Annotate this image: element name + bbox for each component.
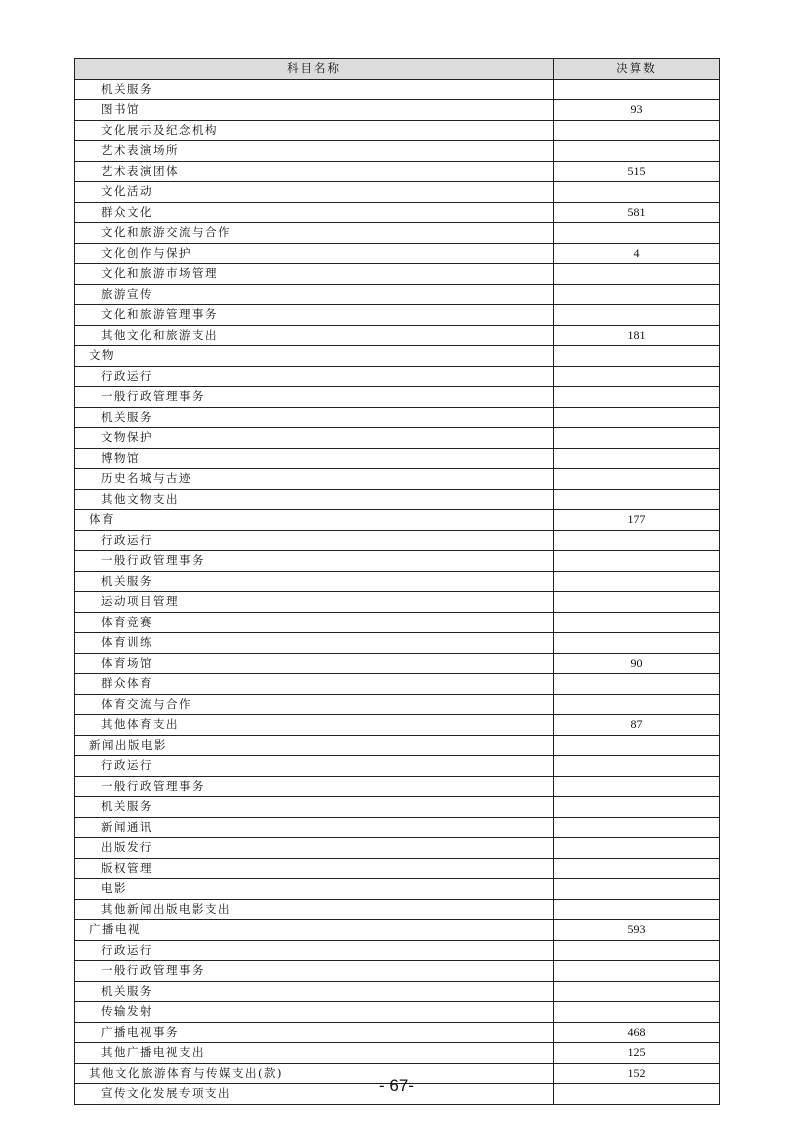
final-amount-cell: [554, 961, 720, 982]
final-amount-cell: [554, 1002, 720, 1023]
subject-name-cell: 图书馆: [75, 100, 554, 121]
table-row: [75, 428, 720, 449]
subject-name-cell: 群众体育: [75, 674, 554, 695]
table-row: [75, 469, 720, 490]
budget-table: [74, 58, 720, 1105]
table-row: [75, 879, 720, 900]
subject-name-cell: 其他文化和旅游支出: [75, 325, 554, 346]
subject-name-cell: 群众文化: [75, 202, 554, 223]
final-amount-cell: [554, 817, 720, 838]
final-amount-cell: [554, 428, 720, 449]
subject-name-cell: 机关服务: [75, 79, 554, 100]
final-amount-cell: [554, 141, 720, 162]
subject-name-cell: 博物馆: [75, 448, 554, 469]
table-row: [75, 571, 720, 592]
final-amount-cell: [554, 366, 720, 387]
header-subject-name: 科目名称: [75, 59, 554, 80]
subject-name-cell: 旅游宣传: [75, 284, 554, 305]
final-amount-cell: 515: [554, 161, 720, 182]
final-amount-cell: [554, 633, 720, 654]
subject-name-cell: 机关服务: [75, 981, 554, 1002]
final-amount-cell: 177: [554, 510, 720, 531]
subject-name-cell: 文化展示及纪念机构: [75, 120, 554, 141]
subject-name-cell: 一般行政管理事务: [75, 387, 554, 408]
subject-name-cell: 其他体育支出: [75, 715, 554, 736]
subject-name-cell: 行政运行: [75, 940, 554, 961]
final-amount-cell: [554, 879, 720, 900]
table-row: [75, 448, 720, 469]
table-row: [75, 981, 720, 1002]
subject-name-cell: 传输发射: [75, 1002, 554, 1023]
subject-name-cell: 行政运行: [75, 530, 554, 551]
table-row: [75, 612, 720, 633]
final-amount-cell: [554, 735, 720, 756]
subject-name-cell: 出版发行: [75, 838, 554, 859]
subject-name-cell: 体育竞赛: [75, 612, 554, 633]
subject-name-cell: 运动项目管理: [75, 592, 554, 613]
table-row: [75, 961, 720, 982]
subject-name-cell: 广播电视事务: [75, 1022, 554, 1043]
table-row: [75, 489, 720, 510]
final-amount-cell: [554, 674, 720, 695]
subject-name-cell: 机关服务: [75, 407, 554, 428]
final-amount-cell: 4: [554, 243, 720, 264]
table-row: [75, 120, 720, 141]
table-row: [75, 817, 720, 838]
table-row: [75, 633, 720, 654]
final-amount-cell: [554, 530, 720, 551]
subject-name-cell: 其他新闻出版电影支出: [75, 899, 554, 920]
page-number: - 67-: [379, 1076, 414, 1095]
table-row: [75, 346, 720, 367]
final-amount-cell: 468: [554, 1022, 720, 1043]
subject-name-cell: 文化和旅游市场管理: [75, 264, 554, 285]
subject-name-cell: 其他文化旅游体育与传媒支出(款): [75, 1063, 554, 1084]
subject-name-cell: 艺术表演场所: [75, 141, 554, 162]
final-amount-cell: [554, 858, 720, 879]
subject-name-cell: 广播电视: [75, 920, 554, 941]
subject-name-cell: 文化和旅游管理事务: [75, 305, 554, 326]
table-row: [75, 756, 720, 777]
subject-name-cell: 一般行政管理事务: [75, 961, 554, 982]
subject-name-cell: 一般行政管理事务: [75, 776, 554, 797]
final-amount-cell: 152: [554, 1063, 720, 1084]
table-row: [75, 920, 720, 941]
subject-name-cell: 文物: [75, 346, 554, 367]
table-row: [75, 551, 720, 572]
final-amount-cell: [554, 223, 720, 244]
final-amount-cell: [554, 592, 720, 613]
table-row: [75, 899, 720, 920]
final-amount-cell: 581: [554, 202, 720, 223]
table-row: [75, 674, 720, 695]
table-row: [75, 592, 720, 613]
table-row: [75, 325, 720, 346]
final-amount-cell: [554, 612, 720, 633]
final-amount-cell: [554, 387, 720, 408]
final-amount-cell: [554, 264, 720, 285]
final-amount-cell: [554, 551, 720, 572]
table-row: [75, 141, 720, 162]
final-amount-cell: [554, 981, 720, 1002]
final-amount-cell: [554, 305, 720, 326]
subject-name-cell: 艺术表演团体: [75, 161, 554, 182]
subject-name-cell: 行政运行: [75, 366, 554, 387]
table-row: [75, 838, 720, 859]
subject-name-cell: 版权管理: [75, 858, 554, 879]
subject-name-cell: 文化活动: [75, 182, 554, 203]
final-amount-cell: 593: [554, 920, 720, 941]
subject-name-cell: 新闻出版电影: [75, 735, 554, 756]
table-row: [75, 223, 720, 244]
table-row: [75, 735, 720, 756]
subject-name-cell: 其他文物支出: [75, 489, 554, 510]
subject-name-cell: 体育交流与合作: [75, 694, 554, 715]
subject-name-cell: 体育训练: [75, 633, 554, 654]
final-amount-cell: [554, 756, 720, 777]
subject-name-cell: 体育场馆: [75, 653, 554, 674]
table-row: [75, 202, 720, 223]
final-amount-cell: [554, 346, 720, 367]
table-body: [75, 79, 720, 1104]
table-row: [75, 100, 720, 121]
table-row: [75, 182, 720, 203]
subject-name-cell: 机关服务: [75, 797, 554, 818]
table-row: [75, 305, 720, 326]
final-amount-cell: 87: [554, 715, 720, 736]
subject-name-cell: 其他广播电视支出: [75, 1043, 554, 1064]
table-row: [75, 366, 720, 387]
final-amount-cell: [554, 79, 720, 100]
table-row: [75, 264, 720, 285]
table-row: [75, 776, 720, 797]
subject-name-cell: 文化创作与保护: [75, 243, 554, 264]
final-amount-cell: [554, 899, 720, 920]
final-amount-cell: 181: [554, 325, 720, 346]
table-row: [75, 940, 720, 961]
table-row: [75, 161, 720, 182]
final-amount-cell: [554, 407, 720, 428]
final-amount-cell: [554, 284, 720, 305]
final-amount-cell: [554, 489, 720, 510]
subject-name-cell: 文化和旅游交流与合作: [75, 223, 554, 244]
table-row: [75, 715, 720, 736]
final-amount-cell: [554, 838, 720, 859]
table-row: [75, 1043, 720, 1064]
table-row: [75, 858, 720, 879]
subject-name-cell: 一般行政管理事务: [75, 551, 554, 572]
subject-name-cell: 文物保护: [75, 428, 554, 449]
final-amount-cell: [554, 940, 720, 961]
table-row: [75, 653, 720, 674]
final-amount-cell: [554, 182, 720, 203]
table-row: [75, 797, 720, 818]
subject-name-cell: 历史名城与古迹: [75, 469, 554, 490]
final-amount-cell: [554, 571, 720, 592]
table-row: [75, 407, 720, 428]
final-amount-cell: 93: [554, 100, 720, 121]
table-row: [75, 530, 720, 551]
final-amount-cell: [554, 776, 720, 797]
header-final-amount: 决算数: [554, 59, 720, 80]
final-amount-cell: [554, 469, 720, 490]
subject-name-cell: 行政运行: [75, 756, 554, 777]
table-row: [75, 510, 720, 531]
table-row: [75, 694, 720, 715]
table-row: [75, 284, 720, 305]
final-amount-cell: [554, 694, 720, 715]
final-amount-cell: [554, 120, 720, 141]
table-row: [75, 79, 720, 100]
subject-name-cell: 机关服务: [75, 571, 554, 592]
table-header-row: [75, 59, 720, 80]
subject-name-cell: 宣传文化发展专项支出: [75, 1084, 554, 1105]
final-amount-cell: 125: [554, 1043, 720, 1064]
table-row: [75, 1022, 720, 1043]
final-amount-cell: [554, 797, 720, 818]
table-row: [75, 243, 720, 264]
final-amount-cell: [554, 448, 720, 469]
subject-name-cell: 新闻通讯: [75, 817, 554, 838]
subject-name-cell: 体育: [75, 510, 554, 531]
subject-name-cell: 电影: [75, 879, 554, 900]
final-amount-cell: 90: [554, 653, 720, 674]
table-row: [75, 1002, 720, 1023]
table-row: [75, 387, 720, 408]
